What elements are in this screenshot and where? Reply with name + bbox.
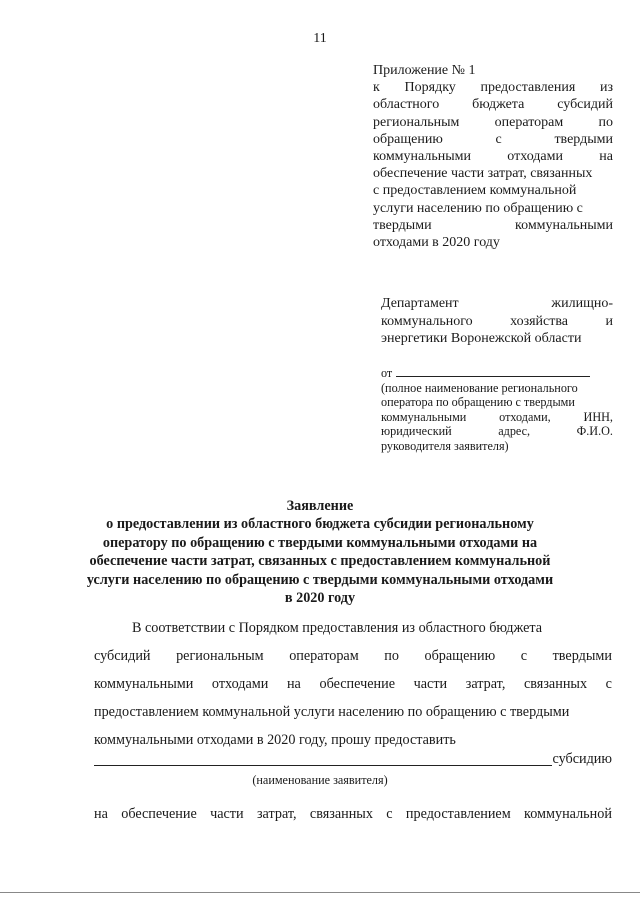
body-paragraph xyxy=(94,614,612,754)
text-word: с xyxy=(495,131,502,147)
text-word: (полное наименование регионального xyxy=(381,380,578,395)
text-word: операторам xyxy=(494,114,564,130)
appendix-line xyxy=(373,96,613,113)
page-bottom-rule xyxy=(0,892,640,893)
text-word: энергетики Воронежской области xyxy=(381,331,582,346)
text-word: юридический xyxy=(381,424,452,439)
addressee-line xyxy=(381,330,613,348)
text-word: коммунальными xyxy=(515,217,613,233)
text-word: части xyxy=(413,676,448,692)
text-word: региональным xyxy=(176,648,264,664)
paragraph-line xyxy=(94,670,612,698)
title-line: о предоставлении из областного бюджета субсидии региональному xyxy=(106,516,534,533)
text-word: коммунальной xyxy=(524,806,612,822)
from-line-row xyxy=(381,365,613,381)
text-word: на xyxy=(286,676,301,692)
text-word: региональным xyxy=(373,114,460,130)
text-word: к xyxy=(373,80,380,96)
appendix-line xyxy=(373,114,613,131)
text-word: отходами, xyxy=(499,409,551,424)
continuation-text xyxy=(94,800,612,828)
page-number: 11 xyxy=(313,31,327,46)
text-word: хозяйства xyxy=(510,313,569,329)
text-word: обеспечение xyxy=(121,806,197,822)
text-word: коммунальными xyxy=(373,149,471,165)
text-word: предоставления xyxy=(480,80,576,96)
from-hint-line xyxy=(381,439,613,454)
text-word: из xyxy=(599,80,613,96)
text-word: обеспечение части затрат, связанных xyxy=(373,166,593,182)
text-word: предоставлением коммунальной услуги населению по обращению с твердыми xyxy=(94,704,570,720)
text-word: субсидий xyxy=(94,648,151,664)
title-heading: Заявление xyxy=(286,498,354,514)
text-word: с предоставлением коммунальной xyxy=(373,183,577,199)
document-title xyxy=(60,497,580,607)
addressee-line xyxy=(381,313,613,331)
text-word: отходами xyxy=(507,149,563,165)
title-line: услуги населению по обращению с твердыми коммунальными отходами xyxy=(86,571,554,588)
text-word: оператора по обращению с твердыми xyxy=(381,395,575,410)
from-hint-line xyxy=(381,410,613,425)
text-word: отходами в 2020 году xyxy=(373,235,500,251)
text-word: затрат, xyxy=(465,676,506,692)
appendix-line xyxy=(373,165,613,182)
text-word: Приложение № 1 xyxy=(373,63,476,78)
text-word: затрат, xyxy=(256,806,297,822)
paragraph-line xyxy=(94,642,612,670)
text-word: руководителя заявителя) xyxy=(381,438,509,453)
text-word: Ф.И.О. xyxy=(576,424,613,439)
text-word: бюджета xyxy=(472,97,525,113)
appendix-line xyxy=(373,234,613,251)
from-block xyxy=(381,365,613,454)
text-word: по xyxy=(384,648,399,664)
from-label: от xyxy=(381,366,393,380)
title-line: обеспечение части затрат, связанных с предоставлением коммунальной xyxy=(89,553,551,570)
text-word: В соответствии с Порядком предоставления из областного бюджета xyxy=(132,620,543,636)
applicant-blank-field[interactable] xyxy=(94,749,552,766)
from-hint-line xyxy=(381,381,613,396)
applicant-caption: (наименование заявителя) xyxy=(252,773,388,787)
appendix-line xyxy=(373,182,613,199)
text-word: твердыми xyxy=(552,648,612,664)
text-word: предоставлением xyxy=(405,806,511,822)
text-word: коммунальными xyxy=(381,409,467,424)
text-word: областного xyxy=(373,97,440,113)
from-hint-line xyxy=(381,395,613,410)
text-word: жилищно- xyxy=(551,296,613,311)
applicant-suffix: субсидию xyxy=(552,751,612,767)
appendix-header xyxy=(373,62,613,251)
text-word: Порядку xyxy=(404,80,456,96)
text-word: операторам xyxy=(289,648,359,664)
text-word: твердыми xyxy=(373,217,432,233)
text-word: коммунального xyxy=(381,313,473,329)
text-word: и xyxy=(605,313,613,329)
text-word: субсидий xyxy=(557,97,613,113)
text-word: с xyxy=(605,676,612,692)
text-word: обращению xyxy=(424,648,496,664)
appendix-line xyxy=(373,217,613,234)
title-line: оператору по обращению с твердыми коммунальными отходами на xyxy=(102,534,538,551)
applicant-line xyxy=(94,746,612,772)
text-word: по xyxy=(598,114,613,130)
text-word: твердыми xyxy=(554,131,613,147)
text-word: услуги населению по обращению с xyxy=(373,200,583,216)
appendix-line xyxy=(373,200,613,217)
text-word: адрес, xyxy=(498,424,531,439)
text-word: на xyxy=(94,806,108,822)
addressee-block xyxy=(381,295,613,348)
from-hint-line xyxy=(381,424,613,439)
text-word: ИНН, xyxy=(583,409,613,424)
text-word: связанных xyxy=(523,676,588,692)
paragraph-lines xyxy=(94,614,612,754)
text-word: Департамент xyxy=(381,296,459,311)
paragraph-line xyxy=(94,614,612,642)
text-word: связанных xyxy=(309,806,373,822)
appendix-line xyxy=(373,79,613,96)
appendix-line xyxy=(373,148,613,165)
continuation-line xyxy=(94,800,612,828)
appendix-lines xyxy=(373,62,613,251)
text-word: на xyxy=(599,149,613,165)
title-lines xyxy=(60,497,580,607)
text-word: части xyxy=(210,806,244,822)
addressee-lines xyxy=(381,295,613,348)
text-word: отходами xyxy=(211,676,269,692)
paragraph-line xyxy=(94,698,612,726)
text-word: с xyxy=(520,648,528,664)
appendix-line xyxy=(373,62,613,79)
text-word: с xyxy=(386,806,393,822)
text-word: коммунальными xyxy=(94,676,194,692)
appendix-line xyxy=(373,131,613,148)
text-word: обращению xyxy=(373,131,443,147)
text-word: обеспечение xyxy=(319,676,395,692)
from-blank-field[interactable] xyxy=(396,365,590,377)
addressee-line xyxy=(381,295,613,313)
title-line: в 2020 году xyxy=(284,590,356,607)
from-hint-lines xyxy=(381,381,613,454)
text-word: коммунальными отходами в 2020 году, прошу предоставить xyxy=(94,732,456,748)
